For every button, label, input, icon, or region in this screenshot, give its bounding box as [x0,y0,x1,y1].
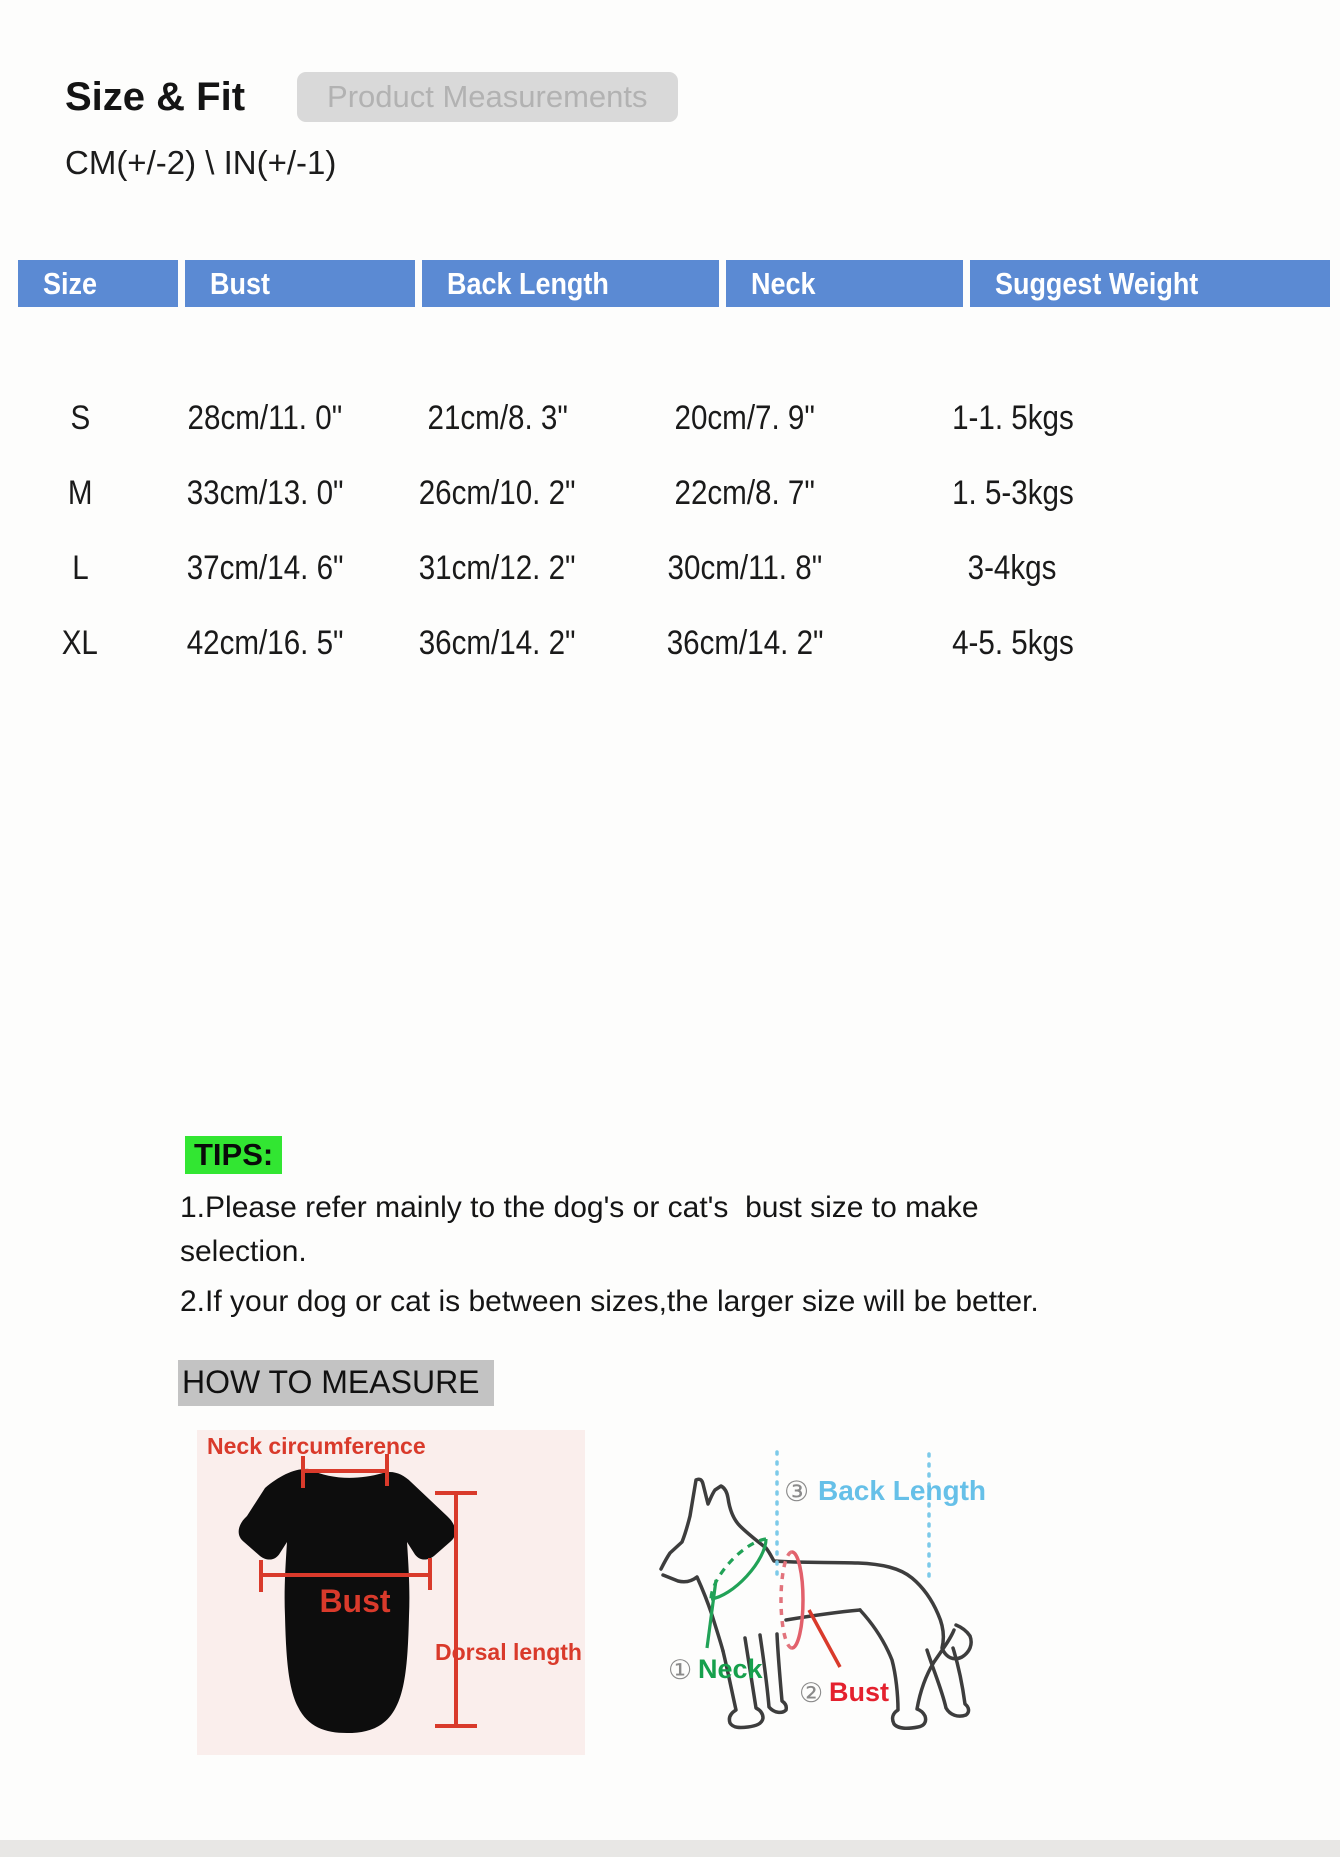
cell-back-length: 26cm/10. 2" [419,474,576,512]
table-row-xl [0,606,1340,681]
cell-size: S [70,399,90,437]
col-header-neck: Neck [726,260,963,307]
dog-bust-label: Bust [829,1677,889,1707]
measure-diagrams [197,1430,1340,1755]
cell-bust: 37cm/14. 6" [186,549,344,587]
product-measurements-badge: Product Measurements [297,72,677,122]
cell-size: XL [61,624,99,662]
bust-girth-ellipse [781,1552,803,1648]
bust-pointer-line [809,1610,840,1667]
cell-suggest-weight: 1. 5-3kgs [951,474,1074,512]
table-row-m [0,456,1340,531]
page-header [65,72,1340,122]
bust-number-icon: ② [799,1678,824,1708]
table-row-s [0,381,1340,456]
size-table-header [18,260,1330,307]
bottom-translucent-bar [0,1840,1340,1857]
how-to-measure-heading: HOW TO MEASURE [178,1360,494,1406]
shirt-measure-diagram [197,1430,585,1755]
cell-neck: 30cm/11. 8" [667,549,823,587]
cell-neck: 22cm/8. 7" [674,474,816,512]
size-table-body [0,381,1340,681]
col-header-bust: Bust [185,260,415,307]
dorsal-length-label: Dorsal length [435,1639,582,1665]
cell-bust: 28cm/11. 0" [187,399,343,437]
neck-number-icon: ① [668,1655,693,1685]
cell-suggest-weight: 1-1. 5kgs [951,399,1074,437]
cell-size: L [71,549,89,587]
back-length-number-icon: ③ [784,1476,810,1507]
cell-size: M [67,474,93,512]
dog-neck-label: Neck [698,1654,763,1684]
cell-back-length: 21cm/8. 3" [427,399,568,437]
col-header-suggest-weight: Suggest Weight [970,260,1330,307]
cell-suggest-weight: 3-4kgs [968,549,1057,587]
page-title: Size & Fit [65,74,246,119]
cell-bust: 33cm/13. 0" [186,474,344,512]
dog-back-length-label: Back Length [818,1475,987,1506]
tip-2: 2.If your dog or cat is between sizes,the larger size will be better. [180,1285,1039,1318]
cell-bust: 42cm/16. 5" [186,624,344,662]
cell-back-length: 36cm/14. 2" [419,624,576,662]
cell-suggest-weight: 4-5. 5kgs [951,624,1074,662]
tips-heading: TIPS: [185,1136,282,1174]
cell-back-length: 31cm/12. 2" [419,549,576,587]
neck-pointer-line [707,1580,716,1648]
tip-1: 1.Please refer mainly to the dog's or cat's bust size to make selection. [180,1191,987,1268]
neck-circumference-label: Neck circumference [207,1433,426,1459]
tips-section [180,1136,1060,1324]
cell-neck: 36cm/14. 2" [666,624,824,662]
units-tolerance-note: CM(+/-2) \ IN(+/-1) [65,144,337,181]
neck-collar-ellipse [711,1539,766,1599]
shirt-bust-label: Bust [319,1583,391,1619]
col-header-size: Size [18,260,178,307]
dog-measure-diagram [590,1420,1250,1755]
col-header-back-length: Back Length [422,260,719,307]
cell-neck: 20cm/7. 9" [674,399,816,437]
table-row-l [0,531,1340,606]
